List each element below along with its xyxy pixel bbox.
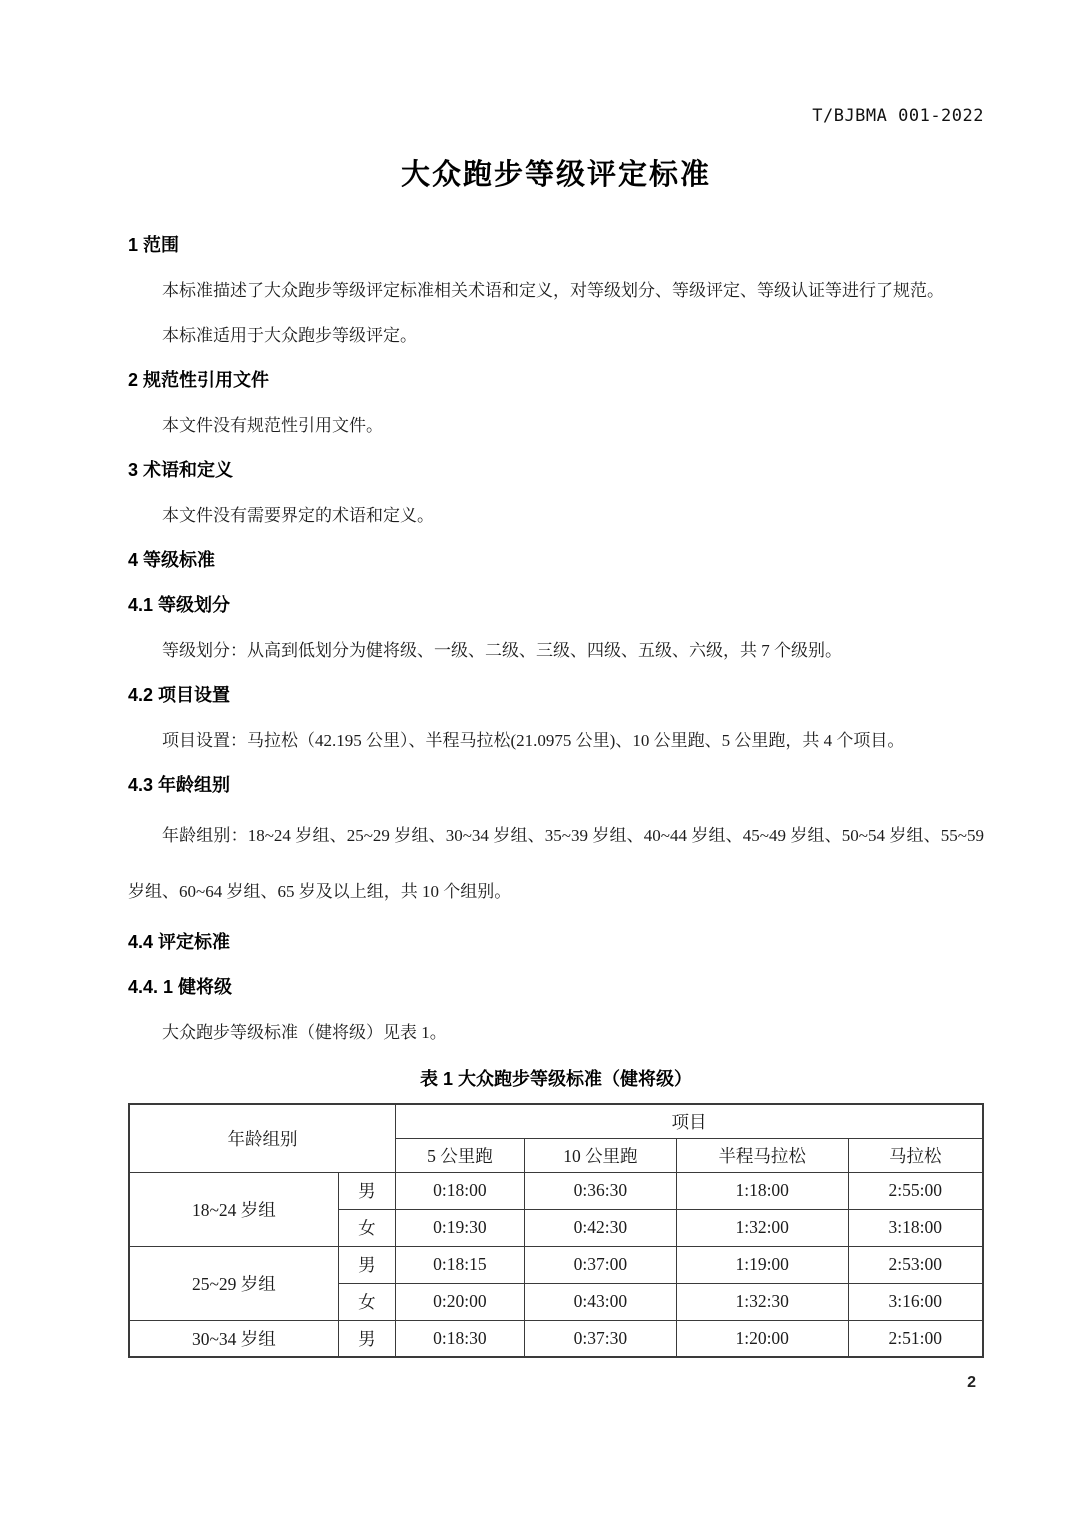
cell-age-group: 25~29 岁组: [129, 1246, 338, 1320]
cell-time: 0:18:00: [395, 1172, 524, 1209]
cell-time: 0:18:30: [395, 1320, 524, 1357]
cell-time: 0:20:00: [395, 1283, 524, 1320]
section-heading-grade-standard: 4 等级标准: [128, 550, 216, 570]
cell-time: 3:16:00: [848, 1283, 983, 1320]
cell-time: 1:32:30: [676, 1283, 848, 1320]
header-cell-age-group: 年龄组别: [129, 1104, 395, 1172]
cell-time: 2:55:00: [848, 1172, 983, 1209]
cell-age-group: 18~24 岁组: [129, 1172, 338, 1246]
section-heading-normative-references: 2 规范性引用文件: [128, 370, 270, 390]
cell-time: 2:51:00: [848, 1320, 983, 1357]
paragraph: 年龄组别：18~24 岁组、25~29 岁组、30~34 岁组、35~39 岁组、40~44 岁组、45~49 岁组、50~54 岁组、55~59 岁组、60~64 岁组、65 岁及以上组，共 10 个组别。: [128, 826, 984, 901]
table-header-row: [129, 1104, 983, 1138]
cell-age-group: 30~34 岁组: [129, 1320, 338, 1357]
cell-time: 1:19:00: [676, 1246, 848, 1283]
cell-gender: 男: [338, 1172, 395, 1209]
cell-gender: 女: [338, 1283, 395, 1320]
cell-time: 1:18:00: [676, 1172, 848, 1209]
section-heading-master-grade: 4.4. 1 健将级: [128, 977, 233, 997]
cell-time: 0:37:00: [524, 1246, 676, 1283]
paragraph: 等级划分：从高到低划分为健将级、一级、二级、三级、四级、五级、六级，共 7 个级别。: [162, 641, 842, 660]
cell-time: 3:18:00: [848, 1209, 983, 1246]
paragraph: 本文件没有规范性引用文件。: [162, 416, 383, 435]
section-terms-definitions: [128, 448, 984, 538]
cell-time: 2:53:00: [848, 1246, 983, 1283]
cell-gender: 女: [338, 1209, 395, 1246]
header-cell-project: 项目: [395, 1104, 983, 1138]
section-heading-scope: 1 范围: [128, 235, 180, 255]
cell-gender: 男: [338, 1246, 395, 1283]
paragraph: 本标准描述了大众跑步等级评定标准相关术语和定义，对等级划分、等级评定、等级认证等进行了规范。: [162, 281, 944, 300]
header-cell-marathon: 马拉松: [848, 1138, 983, 1172]
cell-time: 1:32:00: [676, 1209, 848, 1246]
cell-time: 0:36:30: [524, 1172, 676, 1209]
section-heading-grade-division: 4.1 等级划分: [128, 595, 231, 615]
paragraph: 本标准适用于大众跑步等级评定。: [162, 326, 417, 345]
section-event-setup: [128, 673, 984, 763]
table-row: [129, 1320, 983, 1357]
header-cell-10km: 10 公里跑: [524, 1138, 676, 1172]
page-title: 大众跑步等级评定标准: [400, 159, 711, 191]
section-evaluation-standard: [128, 920, 984, 965]
grade-table: [128, 1103, 984, 1358]
page-number: 2: [967, 1374, 976, 1391]
section-normative-references: [128, 358, 984, 448]
cell-time: 0:37:30: [524, 1320, 676, 1357]
section-heading-evaluation-standard: 4.4 评定标准: [128, 932, 231, 952]
section-grade-division: [128, 583, 984, 673]
section-age-groups: [128, 763, 984, 920]
section-master-grade: [128, 965, 984, 1055]
cell-gender: 男: [338, 1320, 395, 1357]
section-heading-terms-definitions: 3 术语和定义: [128, 460, 234, 480]
paragraph: 本文件没有需要界定的术语和定义。: [162, 506, 434, 525]
table-caption: 表 1 大众跑步等级标准（健将级）: [419, 1069, 692, 1089]
section-scope: [128, 223, 984, 358]
section-grade-standard: [128, 538, 984, 583]
section-heading-event-setup: 4.2 项目设置: [128, 685, 231, 705]
cell-time: 1:20:00: [676, 1320, 848, 1357]
cell-time: 0:43:00: [524, 1283, 676, 1320]
cell-time: 0:42:30: [524, 1209, 676, 1246]
paragraph: 大众跑步等级标准（健将级）见表 1。: [162, 1023, 447, 1042]
doc-code: T/BJBMA 001-2022: [812, 106, 984, 126]
section-heading-age-groups: 4.3 年龄组别: [128, 775, 231, 795]
header-cell-5km: 5 公里跑: [395, 1138, 524, 1172]
table-row: [129, 1172, 983, 1209]
paragraph: 项目设置：马拉松（42.195 公里）、半程马拉松(21.0975 公里)、10 公里跑、5 公里跑，共 4 个项目。: [162, 731, 905, 750]
header-cell-half-marathon: 半程马拉松: [676, 1138, 848, 1172]
cell-time: 0:19:30: [395, 1209, 524, 1246]
table-row: [129, 1246, 983, 1283]
cell-time: 0:18:15: [395, 1246, 524, 1283]
